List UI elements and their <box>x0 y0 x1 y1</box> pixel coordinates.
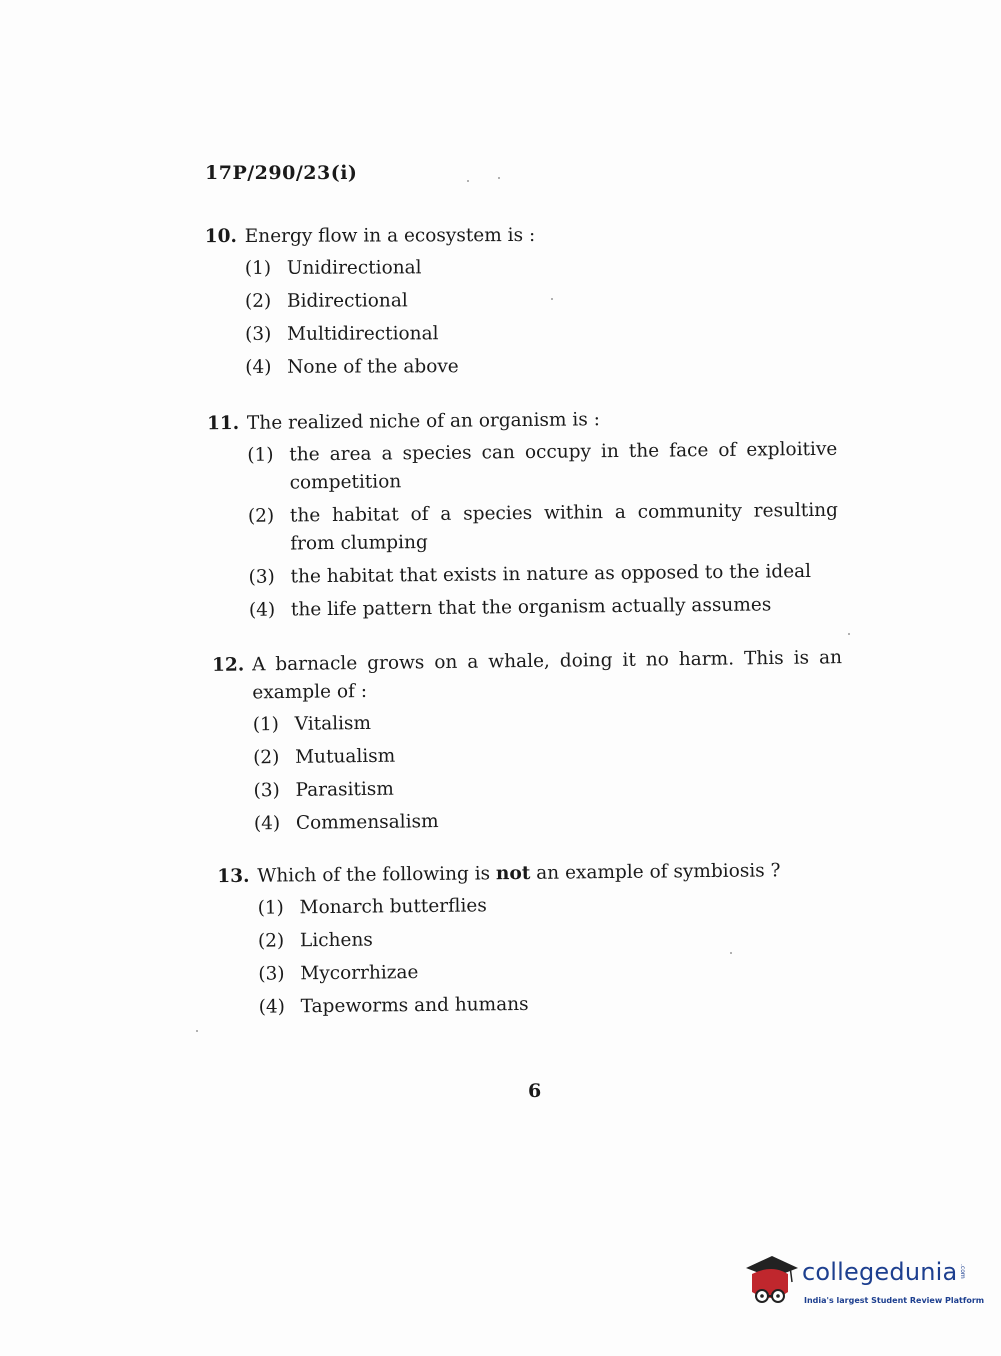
option-text: Parasitism <box>295 778 394 801</box>
page-number: 6 <box>528 1080 542 1102</box>
logo-tagline: India's largest Student Review Platform <box>804 1296 985 1305</box>
option-text: Bidirectional <box>286 290 408 312</box>
question-text-emphasis: not <box>495 862 531 885</box>
option-text: the habitat that exists in nature as opposed to the ideal <box>290 560 812 588</box>
options-list <box>257 889 818 1022</box>
option-number: (3) <box>245 323 272 345</box>
collegedunia-logo <box>742 1248 985 1318</box>
option-number: (3) <box>248 566 275 588</box>
scan-speck <box>196 1030 198 1032</box>
question-number: 12. <box>211 654 245 676</box>
question-text: A barnacle grows on a whale, doing it no harm. This is an example of : <box>251 647 843 704</box>
option-3 <box>258 955 818 989</box>
scan-speck <box>498 177 500 179</box>
question-text-end: an example of symbiosis ? <box>530 860 781 884</box>
question-text <box>257 857 817 891</box>
option-2 <box>253 737 843 772</box>
logo-tld: .com <box>959 1264 966 1279</box>
option-text: Tapeworms and humans <box>300 993 529 1018</box>
option-4 <box>245 352 825 382</box>
scan-speck <box>848 633 850 635</box>
option-text: the life pattern that the organism actually assumes <box>290 594 772 621</box>
option-number: (2) <box>257 930 285 952</box>
option-number: (4) <box>245 356 272 378</box>
option-text: None of the above <box>287 356 459 378</box>
option-text: Multidirectional <box>287 323 439 345</box>
scan-speck <box>551 298 553 300</box>
option-1 <box>247 436 838 498</box>
question-12 <box>212 644 844 844</box>
option-text: Mutualism <box>295 745 396 768</box>
option-text: the habitat of a species within a community resulting from clumping <box>289 499 839 555</box>
option-number: (1) <box>244 257 272 279</box>
option-number: (4) <box>248 599 276 621</box>
scan-speck <box>467 180 469 182</box>
scan-speck <box>730 952 732 954</box>
option-2 <box>245 286 825 316</box>
option-text: Monarch butterflies <box>299 895 487 919</box>
question-10 <box>205 221 826 387</box>
question-text: The realized niche of an organism is : <box>246 409 601 434</box>
mascot-icon <box>742 1252 800 1310</box>
option-text: Vitalism <box>294 712 372 735</box>
question-number: 10. <box>204 225 237 248</box>
option-1 <box>253 704 843 739</box>
option-number: (2) <box>244 290 272 312</box>
option-4 <box>249 591 839 625</box>
option-text: Lichens <box>299 929 373 952</box>
option-number: (1) <box>247 444 274 466</box>
question-text-start: Which of the following is <box>257 863 497 887</box>
option-number: (4) <box>258 996 285 1018</box>
question-number: 13. <box>217 865 250 888</box>
option-1 <box>245 253 825 283</box>
option-number: (3) <box>258 963 285 985</box>
option-3 <box>245 319 825 349</box>
options-list <box>247 436 839 625</box>
option-text: Commensalism <box>295 811 439 834</box>
option-number: (1) <box>252 714 280 736</box>
option-text: the area a species can occupy in the face of exploitive competition <box>289 438 838 494</box>
option-text: Mycorrhizae <box>300 962 419 985</box>
question-13 <box>217 857 819 1027</box>
option-number: (2) <box>253 747 280 769</box>
question-11 <box>207 404 839 631</box>
options-list <box>245 253 825 382</box>
logo-wordmark: collegedunia <box>802 1258 958 1286</box>
option-number: (4) <box>253 813 281 835</box>
option-4 <box>259 988 819 1022</box>
option-3 <box>248 558 838 592</box>
options-list <box>253 704 845 838</box>
question-text: Energy flow in a ecosystem is : <box>244 224 536 247</box>
option-text: Unidirectional <box>286 257 422 279</box>
option-4 <box>254 803 844 838</box>
option-number: (2) <box>247 505 275 527</box>
option-2 <box>248 497 839 559</box>
paper-code: 17P/290/23(i) <box>205 162 358 184</box>
question-number: 11. <box>206 412 240 435</box>
option-3 <box>253 770 843 805</box>
option-1 <box>257 889 817 923</box>
option-2 <box>258 922 818 956</box>
option-number: (3) <box>253 780 280 802</box>
option-number: (1) <box>257 897 284 919</box>
